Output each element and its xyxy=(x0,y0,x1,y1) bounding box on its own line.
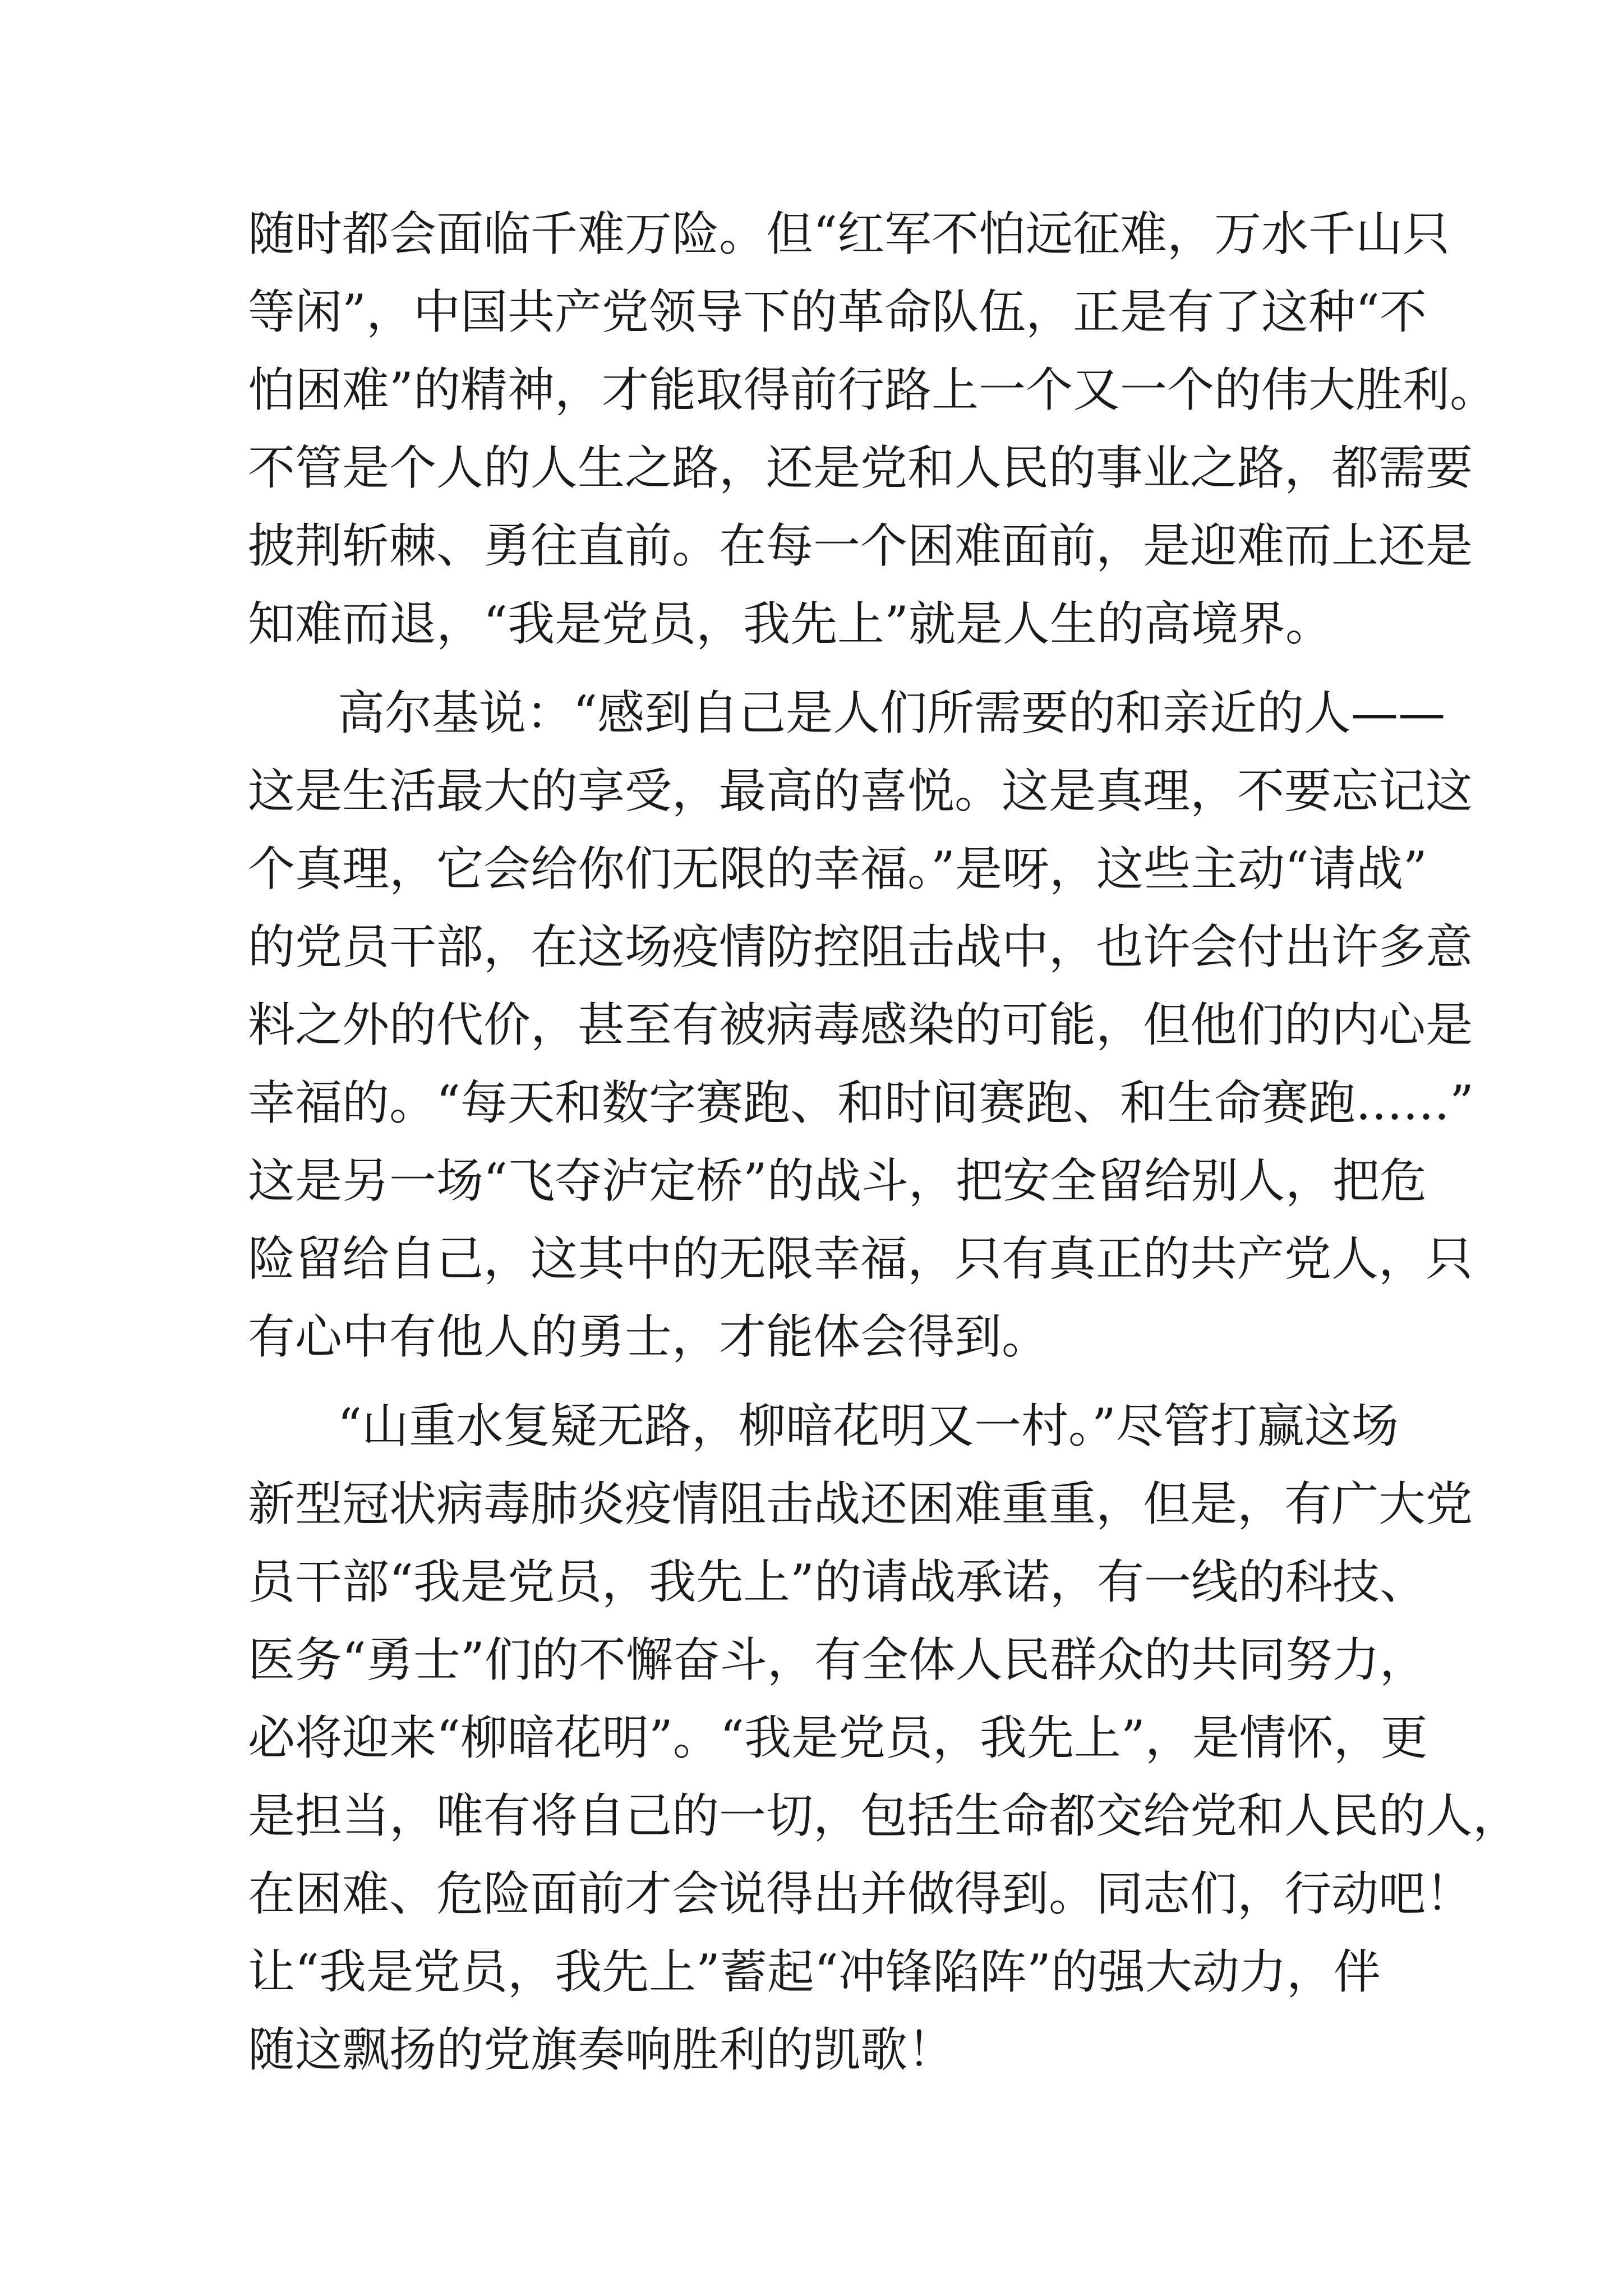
paragraph-2-line-1: 高尔基说：“感到自己是人们所需要的和亲近的人—— xyxy=(338,685,1445,740)
paragraph-3-line-3: 员干部“我是党员，我先上”的请战承诺，有一线的科技、 xyxy=(248,1554,1427,1609)
paragraph-1-line-6: 知难而退，“我是党员，我先上”就是人生的高境界。 xyxy=(248,596,1332,651)
paragraph-gap xyxy=(248,663,1381,674)
paragraph-1-line-2: 等闲”，中国共产党领导下的革命队伍，正是有了这种“不 xyxy=(248,284,1427,339)
paragraph-2-line-7: 这是另一场“飞夺泸定桥”的战斗，把安全留给别人，把危 xyxy=(248,1153,1427,1208)
paragraph-2-line-4: 的党员干部，在这场疫情防控阻击战中，也许会付出许多意 xyxy=(248,919,1473,974)
paragraph-3-line-6: 是担当，唯有将自己的一切，包括生命都交给党和人民的人， xyxy=(248,1788,1520,1843)
paragraph-2-line-3: 个真理，它会给你们无限的幸福。”是呀，这些主动“请战” xyxy=(248,841,1427,896)
paragraph-2-line-2: 这是生活最大的享受，最高的喜悦。这是真理，不要忘记这 xyxy=(248,763,1473,818)
paragraph-2-line-5: 料之外的代价，甚至有被病毒感染的可能，但他们的内心是 xyxy=(248,997,1473,1052)
paragraph-1-line-3: 怕困难”的精神，才能取得前行路上一个又一个的伟大胜利。 xyxy=(248,362,1497,417)
paragraph-1-line-1: 随时都会面临千难万险。但“红军不怕远征难，万水千山只 xyxy=(248,206,1450,261)
paragraph-3-line-9: 随这飘扬的党旗奏响胜利的凯歌！ xyxy=(248,2022,955,2077)
paragraph-1-line-5: 披荆斩棘、勇往直前。在每一个困难面前，是迎难而上还是 xyxy=(248,518,1473,573)
paragraph-3-line-5: 必将迎来“柳暗花明”。“我是党员，我先上”，是情怀，更 xyxy=(248,1710,1428,1765)
paragraph-2-line-6: 幸福的。“每天和数字赛跑、和时间赛跑、和生命赛跑……” xyxy=(248,1075,1474,1130)
paragraph-1-line-4: 不管是个人的人生之路，还是党和人民的事业之路，都需要 xyxy=(248,440,1473,495)
paragraph-3-line-1: “山重水复疑无路，柳暗花明又一村。”尽管打赢这场 xyxy=(338,1398,1399,1453)
paragraph-3-line-8: 让“我是党员，我先上”蓄起“冲锋陷阵”的强大动力，伴 xyxy=(248,1944,1381,1999)
paragraph-3-line-4: 医务“勇士”们的不懈奋斗，有全体人民群众的共同努力， xyxy=(248,1632,1427,1687)
document-body xyxy=(248,195,1520,2089)
paragraph-3-line-2: 新型冠状病毒肺炎疫情阻击战还困难重重，但是，有广大党 xyxy=(248,1476,1473,1531)
paragraph-gap xyxy=(248,1376,1381,1387)
paragraph-3-line-7: 在困难、危险面前才会说得出并做得到。同志们，行动吧！ xyxy=(248,1866,1473,1921)
paragraph-2-line-9: 有心中有他人的勇士，才能体会得到。 xyxy=(248,1309,1049,1364)
paragraph-2-line-8: 险留给自己，这其中的无限幸福，只有真正的共产党人，只 xyxy=(248,1231,1473,1286)
